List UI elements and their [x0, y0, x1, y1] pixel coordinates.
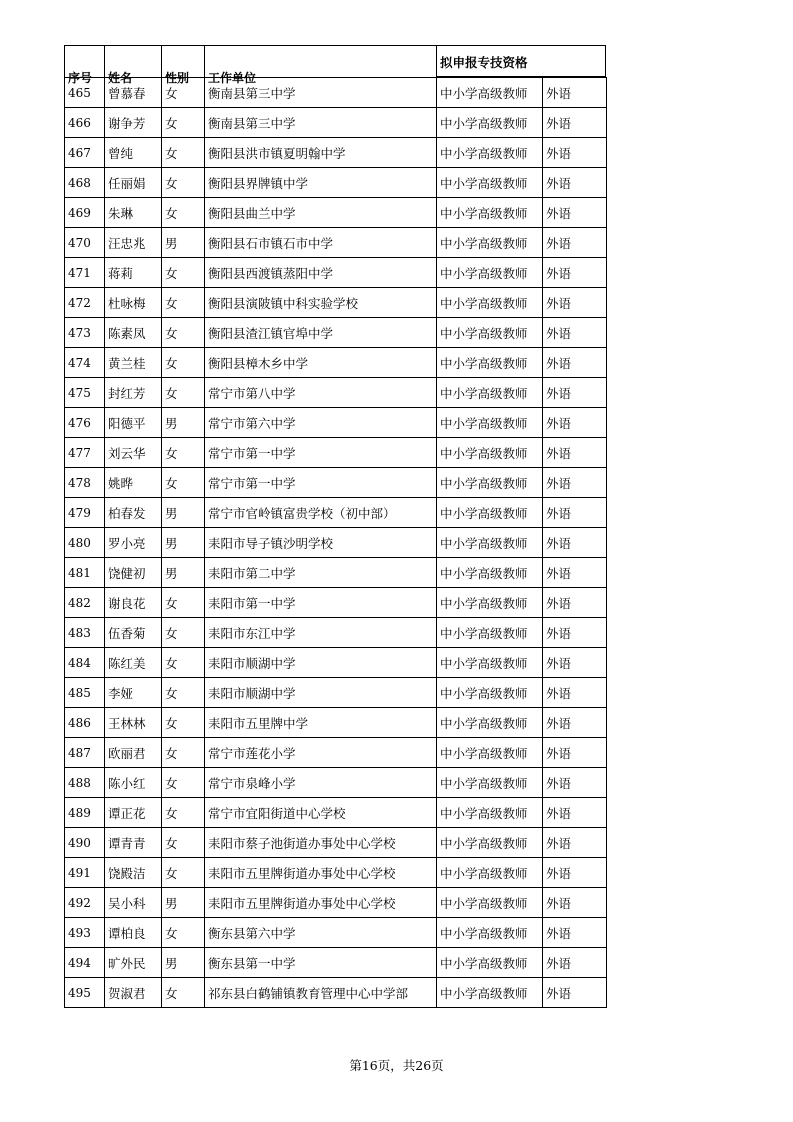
row-title: 中小学高级教师: [437, 138, 543, 168]
roster-table: [64, 77, 607, 1008]
row-unit: 祁东县白鹤铺镇教育管理中心中学部: [205, 978, 437, 1008]
row-number: 469: [65, 198, 105, 228]
row-title: 中小学高级教师: [437, 888, 543, 918]
header-qualification: 拟申报专技资格: [440, 55, 528, 70]
row-gender: 女: [162, 378, 205, 408]
row-gender: 女: [162, 618, 205, 648]
row-number: 468: [65, 168, 105, 198]
row-title: 中小学高级教师: [437, 648, 543, 678]
row-title: 中小学高级教师: [437, 228, 543, 258]
row-unit: 耒阳市导子镇沙明学校: [205, 528, 437, 558]
row-subject: 外语: [543, 588, 607, 618]
table-row: [65, 318, 607, 348]
header-divider: [204, 46, 205, 77]
table-row: [65, 648, 607, 678]
row-title: 中小学高级教师: [437, 618, 543, 648]
row-title: 中小学高级教师: [437, 198, 543, 228]
row-name: 罗小亮: [105, 528, 162, 558]
row-name: 陈红美: [105, 648, 162, 678]
table-row: [65, 138, 607, 168]
row-name: 吴小科: [105, 888, 162, 918]
row-name: 阳德平: [105, 408, 162, 438]
table-row: [65, 738, 607, 768]
row-name: 谭青青: [105, 828, 162, 858]
table-row: [65, 798, 607, 828]
row-subject: 外语: [543, 108, 607, 138]
row-unit: 常宁市第八中学: [205, 378, 437, 408]
row-gender: 女: [162, 588, 205, 618]
table-row: [65, 528, 607, 558]
row-unit: 衡南县第三中学: [205, 108, 437, 138]
row-unit: 衡阳县界牌镇中学: [205, 168, 437, 198]
row-gender: 女: [162, 978, 205, 1008]
row-subject: 外语: [543, 918, 607, 948]
table-row: [65, 228, 607, 258]
row-number: 475: [65, 378, 105, 408]
row-subject: 外语: [543, 378, 607, 408]
row-unit: 耒阳市蔡子池街道办事处中心学校: [205, 828, 437, 858]
row-subject: 外语: [543, 798, 607, 828]
row-number: 487: [65, 738, 105, 768]
row-name: 李娅: [105, 678, 162, 708]
row-name: 任丽娟: [105, 168, 162, 198]
row-gender: 男: [162, 498, 205, 528]
table-row: [65, 678, 607, 708]
row-title: 中小学高级教师: [437, 858, 543, 888]
row-name: 曾纯: [105, 138, 162, 168]
row-name: 黄兰桂: [105, 348, 162, 378]
row-gender: 女: [162, 768, 205, 798]
row-subject: 外语: [543, 78, 607, 108]
row-title: 中小学高级教师: [437, 258, 543, 288]
row-title: 中小学高级教师: [437, 798, 543, 828]
row-subject: 外语: [543, 348, 607, 378]
row-number: 485: [65, 678, 105, 708]
row-title: 中小学高级教师: [437, 948, 543, 978]
table-row: [65, 198, 607, 228]
row-number: 494: [65, 948, 105, 978]
row-name: 朱琳: [105, 198, 162, 228]
table-row: [65, 498, 607, 528]
row-subject: 外语: [543, 738, 607, 768]
row-number: 478: [65, 468, 105, 498]
row-subject: 外语: [543, 948, 607, 978]
table-row: [65, 468, 607, 498]
row-number: 472: [65, 288, 105, 318]
row-gender: 男: [162, 408, 205, 438]
row-number: 490: [65, 828, 105, 858]
row-gender: 男: [162, 528, 205, 558]
row-unit: 常宁市第六中学: [205, 408, 437, 438]
row-gender: 女: [162, 648, 205, 678]
row-unit: 衡阳县曲兰中学: [205, 198, 437, 228]
row-title: 中小学高级教师: [437, 408, 543, 438]
row-name: 陈小红: [105, 768, 162, 798]
row-number: 470: [65, 228, 105, 258]
row-gender: 男: [162, 558, 205, 588]
row-name: 王林林: [105, 708, 162, 738]
row-title: 中小学高级教师: [437, 708, 543, 738]
row-number: 493: [65, 918, 105, 948]
row-name: 蒋莉: [105, 258, 162, 288]
row-unit: 耒阳市五里牌街道办事处中心学校: [205, 888, 437, 918]
row-name: 饶殿洁: [105, 858, 162, 888]
row-unit: 常宁市第一中学: [205, 438, 437, 468]
row-title: 中小学高级教师: [437, 678, 543, 708]
row-number: 466: [65, 108, 105, 138]
row-title: 中小学高级教师: [437, 438, 543, 468]
row-name: 谭柏良: [105, 918, 162, 948]
row-unit: 衡东县第一中学: [205, 948, 437, 978]
row-number: 492: [65, 888, 105, 918]
row-gender: 男: [162, 228, 205, 258]
row-gender: 女: [162, 258, 205, 288]
row-gender: 男: [162, 948, 205, 978]
row-title: 中小学高级教师: [437, 468, 543, 498]
row-subject: 外语: [543, 528, 607, 558]
table-row: [65, 438, 607, 468]
row-subject: 外语: [543, 678, 607, 708]
table-row: [65, 708, 607, 738]
roster-table-body: [65, 78, 607, 1008]
header-qualification-underline: [437, 76, 605, 77]
row-number: 484: [65, 648, 105, 678]
row-gender: 男: [162, 888, 205, 918]
row-title: 中小学高级教师: [437, 588, 543, 618]
row-number: 479: [65, 498, 105, 528]
row-subject: 外语: [543, 138, 607, 168]
table-row: [65, 588, 607, 618]
table-row: [65, 618, 607, 648]
row-number: 491: [65, 858, 105, 888]
row-subject: 外语: [543, 438, 607, 468]
row-title: 中小学高级教师: [437, 318, 543, 348]
row-gender: 女: [162, 918, 205, 948]
row-subject: 外语: [543, 888, 607, 918]
row-unit: 衡阳县樟木乡中学: [205, 348, 437, 378]
row-name: 刘云华: [105, 438, 162, 468]
row-name: 姚晔: [105, 468, 162, 498]
row-title: 中小学高级教师: [437, 288, 543, 318]
header-no: 序号: [68, 71, 93, 85]
row-name: 谭正花: [105, 798, 162, 828]
table-row: [65, 348, 607, 378]
row-subject: 外语: [543, 468, 607, 498]
row-gender: 女: [162, 198, 205, 228]
row-subject: 外语: [543, 198, 607, 228]
roster-sheet: [64, 45, 606, 1008]
row-subject: 外语: [543, 978, 607, 1008]
row-title: 中小学高级教师: [437, 498, 543, 528]
row-gender: 女: [162, 858, 205, 888]
row-unit: 衡阳县渣江镇官埠中学: [205, 318, 437, 348]
row-subject: 外语: [543, 168, 607, 198]
row-gender: 女: [162, 678, 205, 708]
row-gender: 女: [162, 138, 205, 168]
header-unit: 工作单位: [208, 71, 257, 85]
row-name: 汪忠兆: [105, 228, 162, 258]
row-gender: 女: [162, 738, 205, 768]
row-unit: 耒阳市顺湖中学: [205, 648, 437, 678]
header-name: 姓名: [108, 71, 133, 85]
row-name: 欧丽君: [105, 738, 162, 768]
table-row: [65, 858, 607, 888]
row-subject: 外语: [543, 648, 607, 678]
row-gender: 女: [162, 828, 205, 858]
row-subject: 外语: [543, 408, 607, 438]
row-subject: 外语: [543, 498, 607, 528]
row-unit: 耒阳市五里牌街道办事处中心学校: [205, 858, 437, 888]
table-row: [65, 918, 607, 948]
row-unit: 耒阳市第一中学: [205, 588, 437, 618]
row-title: 中小学高级教师: [437, 168, 543, 198]
row-gender: 女: [162, 798, 205, 828]
row-subject: 外语: [543, 768, 607, 798]
table-row: [65, 978, 607, 1008]
row-gender: 女: [162, 318, 205, 348]
row-number: 483: [65, 618, 105, 648]
row-number: 471: [65, 258, 105, 288]
row-number: 480: [65, 528, 105, 558]
row-gender: 女: [162, 288, 205, 318]
table-row: [65, 258, 607, 288]
table-header: [64, 45, 606, 85]
row-subject: 外语: [543, 708, 607, 738]
row-subject: 外语: [543, 828, 607, 858]
row-unit: 衡阳县洪市镇夏明翰中学: [205, 138, 437, 168]
row-unit: 常宁市宜阳街道中心学校: [205, 798, 437, 828]
row-gender: 女: [162, 348, 205, 378]
row-gender: 女: [162, 78, 205, 108]
table-row: [65, 78, 607, 108]
row-subject: 外语: [543, 258, 607, 288]
row-number: 465: [65, 78, 105, 108]
row-number: 482: [65, 588, 105, 618]
row-name: 旷外民: [105, 948, 162, 978]
row-name: 贺淑君: [105, 978, 162, 1008]
row-subject: 外语: [543, 288, 607, 318]
row-title: 中小学高级教师: [437, 108, 543, 138]
row-title: 中小学高级教师: [437, 738, 543, 768]
row-unit: 衡阳县石市镇石市中学: [205, 228, 437, 258]
row-number: 488: [65, 768, 105, 798]
row-number: 474: [65, 348, 105, 378]
header-divider: [161, 46, 162, 77]
row-subject: 外语: [543, 858, 607, 888]
row-name: 封红芳: [105, 378, 162, 408]
page-number: 第16页，共26页: [349, 1058, 444, 1073]
table-row: [65, 408, 607, 438]
table-row: [65, 378, 607, 408]
row-number: 467: [65, 138, 105, 168]
row-unit: 衡东县第六中学: [205, 918, 437, 948]
row-gender: 女: [162, 468, 205, 498]
table-row: [65, 888, 607, 918]
row-name: 陈素凤: [105, 318, 162, 348]
row-gender: 女: [162, 108, 205, 138]
row-subject: 外语: [543, 618, 607, 648]
row-subject: 外语: [543, 318, 607, 348]
row-unit: 耒阳市第二中学: [205, 558, 437, 588]
row-unit: 常宁市泉峰小学: [205, 768, 437, 798]
header-gender: 性别: [165, 71, 190, 85]
row-subject: 外语: [543, 228, 607, 258]
row-title: 中小学高级教师: [437, 78, 543, 108]
row-unit: 耒阳市五里牌中学: [205, 708, 437, 738]
row-title: 中小学高级教师: [437, 348, 543, 378]
row-unit: 常宁市第一中学: [205, 468, 437, 498]
row-gender: 女: [162, 708, 205, 738]
row-unit: 衡阳县西渡镇蒸阳中学: [205, 258, 437, 288]
row-unit: 常宁市官岭镇富贵学校（初中部）: [205, 498, 437, 528]
table-row: [65, 288, 607, 318]
row-title: 中小学高级教师: [437, 378, 543, 408]
table-row: [65, 828, 607, 858]
row-unit: 衡阳县演陂镇中科实验学校: [205, 288, 437, 318]
row-title: 中小学高级教师: [437, 768, 543, 798]
row-gender: 女: [162, 168, 205, 198]
row-gender: 女: [162, 438, 205, 468]
row-name: 曾慕春: [105, 78, 162, 108]
row-subject: 外语: [543, 558, 607, 588]
row-number: 495: [65, 978, 105, 1008]
table-row: [65, 768, 607, 798]
row-number: 477: [65, 438, 105, 468]
row-number: 489: [65, 798, 105, 828]
row-name: 杜咏梅: [105, 288, 162, 318]
row-title: 中小学高级教师: [437, 978, 543, 1008]
row-title: 中小学高级教师: [437, 828, 543, 858]
row-unit: 耒阳市顺湖中学: [205, 678, 437, 708]
row-number: 486: [65, 708, 105, 738]
row-title: 中小学高级教师: [437, 558, 543, 588]
table-row: [65, 558, 607, 588]
row-number: 473: [65, 318, 105, 348]
header-divider: [436, 46, 437, 77]
row-name: 柏春发: [105, 498, 162, 528]
table-row: [65, 168, 607, 198]
row-unit: 常宁市莲花小学: [205, 738, 437, 768]
table-row: [65, 948, 607, 978]
table-row: [65, 108, 607, 138]
header-divider: [104, 46, 105, 77]
row-name: 谢争芳: [105, 108, 162, 138]
row-name: 伍香菊: [105, 618, 162, 648]
row-unit: 衡南县第三中学: [205, 78, 437, 108]
row-unit: 耒阳市东江中学: [205, 618, 437, 648]
row-title: 中小学高级教师: [437, 918, 543, 948]
row-number: 481: [65, 558, 105, 588]
row-name: 谢良花: [105, 588, 162, 618]
row-name: 饶健初: [105, 558, 162, 588]
row-number: 476: [65, 408, 105, 438]
row-title: 中小学高级教师: [437, 528, 543, 558]
